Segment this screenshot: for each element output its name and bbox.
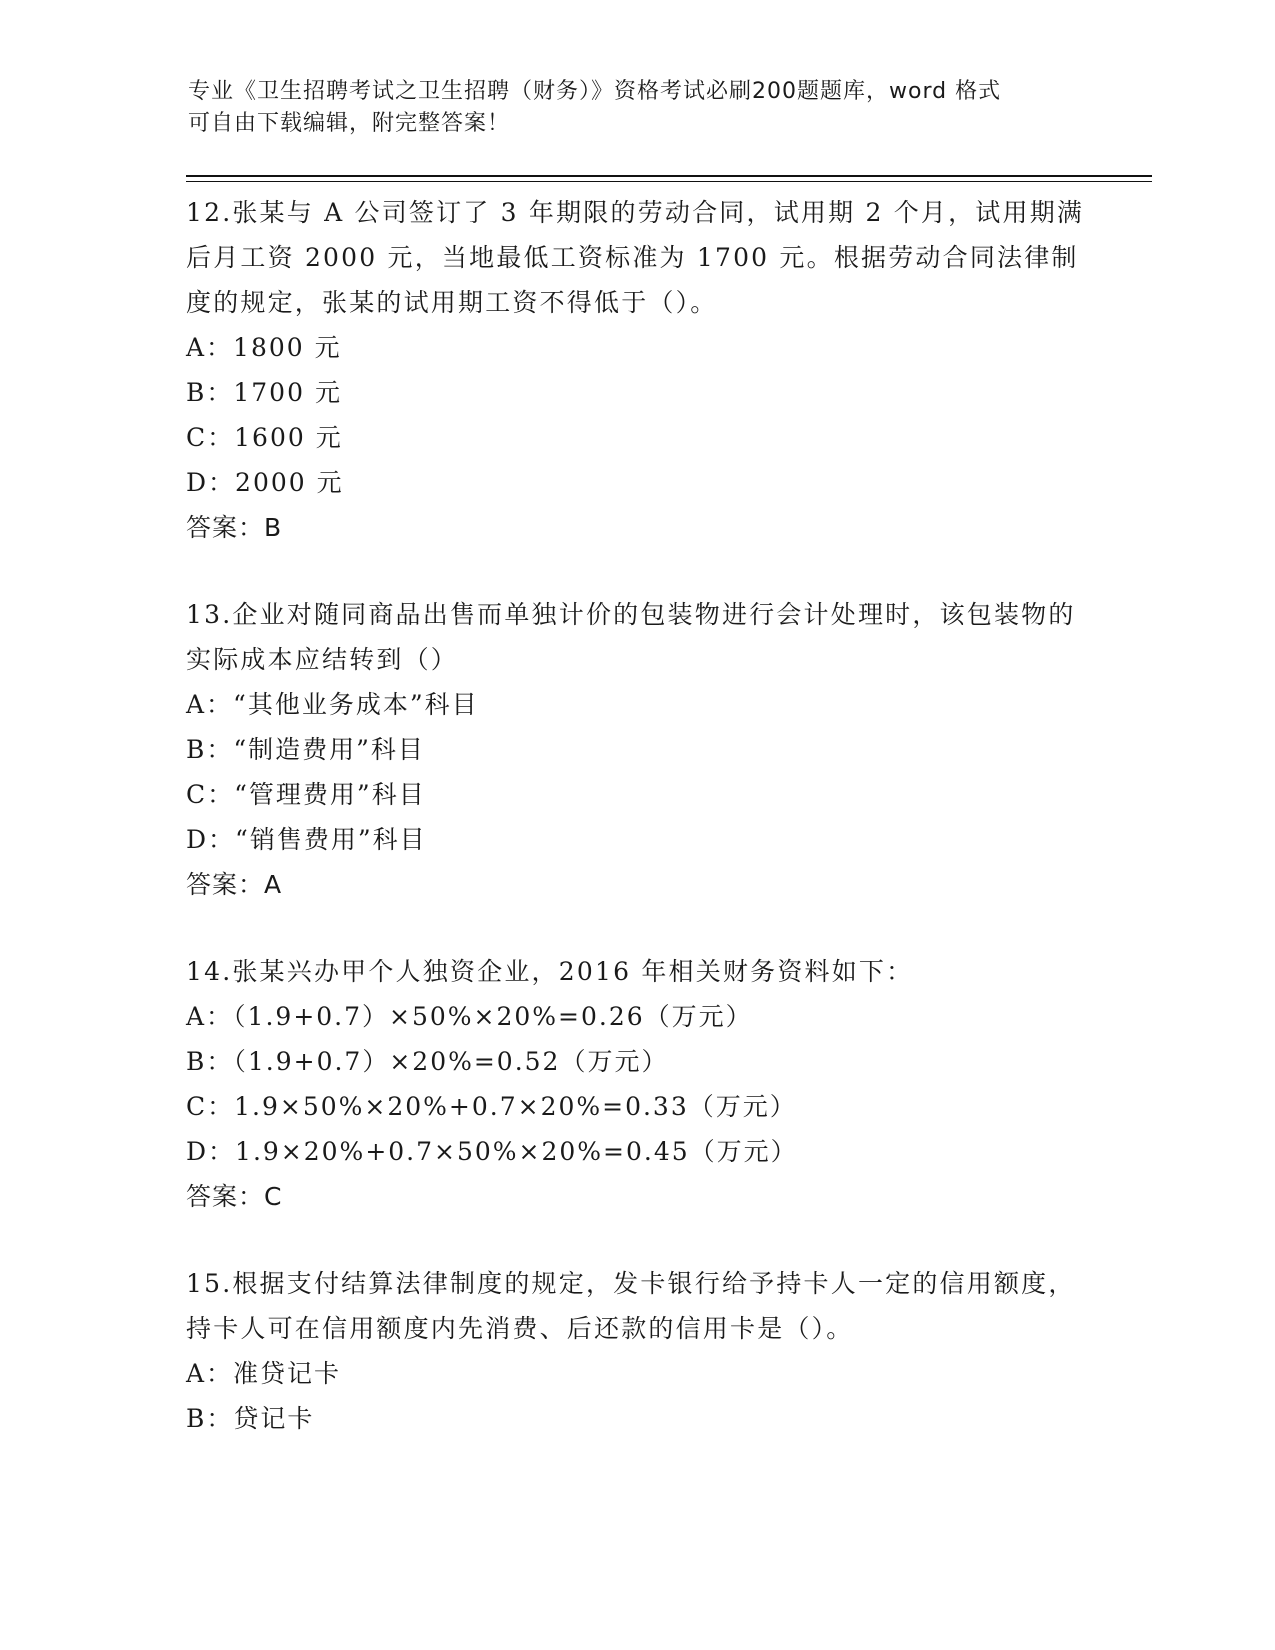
option-c: C：1600 元 [186, 423, 343, 452]
option-b: B：1700 元 [186, 378, 342, 407]
question-12 [186, 190, 1086, 550]
question-text: 15.根据支付结算法律制度的规定，发卡银行给予持卡人一定的信用额度，持卡人可在信用额度内先消费、后还款的信用卡是（）。 [186, 1269, 1076, 1343]
option-d: D：1.9×20%+0.7×50%×20%=0.45（万元） [186, 1137, 798, 1166]
question-text: 13.企业对随同商品出售而单独计价的包装物进行会计处理时，该包装物的实际成本应结转到（） [186, 600, 1076, 674]
question-text: 12.张某与 A 公司签订了 3 年期限的劳动合同，试用期 2 个月，试用期满后月工资 2000 元，当地最低工资标准为 1700 元。根据劳动合同法律制度的规定，张某的试用期工资不得低于（）。 [186, 198, 1085, 317]
option-a: A：（1.9+0.7）×50%×20%=0.26（万元） [186, 1002, 753, 1031]
document-header [188, 76, 1068, 140]
answer-line: 答案：B [186, 513, 283, 542]
option-a: A：1800 元 [186, 333, 342, 362]
option-d: D：“销售费用”科目 [186, 825, 427, 854]
option-d: D：2000 元 [186, 468, 344, 497]
option-a: A：“其他业务成本”科目 [186, 690, 479, 719]
header-title-line-2: 可自由下载编辑，附完整答案！ [188, 111, 511, 136]
option-a: A：准贷记卡 [186, 1359, 342, 1388]
question-14 [186, 949, 1086, 1219]
question-list [186, 190, 1086, 1483]
option-b: B：贷记卡 [186, 1404, 315, 1433]
header-divider-thick [186, 175, 1152, 177]
option-c: C：“管理费用”科目 [186, 780, 426, 809]
answer-line: 答案：C [186, 1182, 283, 1211]
question-text: 14.张某兴办甲个人独资企业，2016 年相关财务资料如下： [186, 957, 914, 986]
question-15 [186, 1261, 1086, 1441]
header-title-line-1: 专业《卫生招聘考试之卫生招聘（财务）》资格考试必刷200题题库，word 格式 [188, 79, 1002, 104]
question-13 [186, 592, 1086, 907]
header-divider-thin [186, 181, 1152, 182]
option-b: B：（1.9+0.7）×20%=0.52（万元） [186, 1047, 669, 1076]
answer-line: 答案：A [186, 870, 283, 899]
option-b: B：“制造费用”科目 [186, 735, 425, 764]
option-c: C：1.9×50%×20%+0.7×20%=0.33（万元） [186, 1092, 797, 1121]
